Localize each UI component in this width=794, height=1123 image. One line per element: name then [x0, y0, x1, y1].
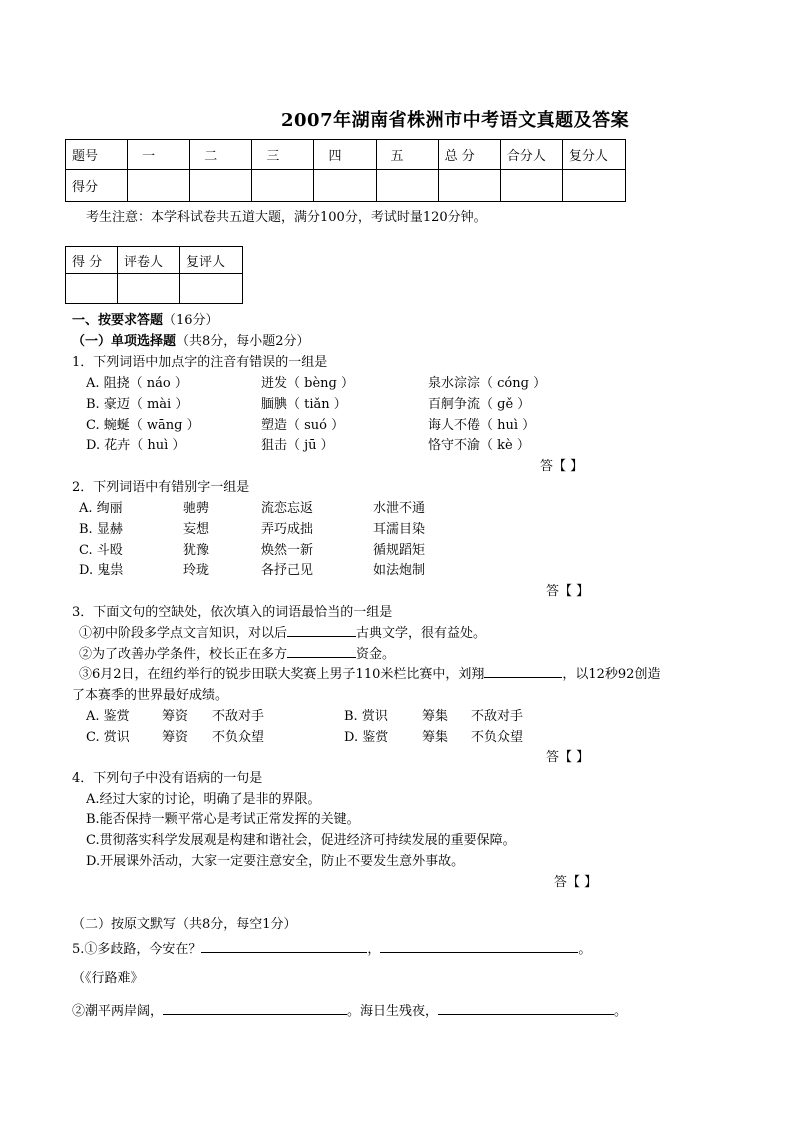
q3-sentence-2 — [79, 643, 395, 662]
score-input-cell[interactable] — [252, 170, 314, 202]
q2-option: 妄想 — [183, 522, 210, 537]
q2-option: 循规蹈矩 — [373, 543, 426, 558]
q2-option: 驰骋 — [183, 501, 210, 516]
score-header-cell: 五 — [376, 140, 438, 170]
grader-header-cell: 得 分 — [66, 247, 118, 274]
q5-blank-2[interactable] — [380, 940, 578, 953]
q3-blank-1[interactable] — [287, 624, 356, 637]
q2-option: B. 显赫 — [79, 522, 123, 537]
q5-blank-1[interactable] — [201, 940, 367, 953]
score-table — [65, 139, 626, 202]
score-header-cell: 题号 — [66, 140, 128, 170]
q3-s1-text: ①初中阶段多学点文言知识，对以后 — [79, 626, 288, 641]
q5-line-2 — [72, 1000, 627, 1019]
q3-blank-3[interactable] — [484, 665, 562, 678]
score-header-cell: 总 分 — [438, 140, 500, 170]
q5-blank-3[interactable] — [163, 1002, 347, 1015]
q3-s3-text: ，以12秒92创造 — [562, 667, 661, 682]
q1-option: D. 花卉（ huì ） — [86, 438, 186, 453]
score-input-cell[interactable] — [128, 170, 190, 202]
q5-blank-4[interactable] — [438, 1002, 614, 1015]
q3-option: 筹资 — [162, 709, 189, 724]
q3-s3-text: ③6月2日，在纽约举行的锐步田联大奖赛上男子110米栏比赛中，刘翔 — [79, 667, 485, 682]
q3-sentence-1 — [79, 622, 486, 641]
q2-option: 玲珑 — [183, 563, 210, 578]
q5-source: （《行路难》 — [72, 971, 144, 986]
q5-text: ， — [367, 942, 381, 957]
part1-title: （一）单项选择题 — [72, 334, 177, 349]
q3-sentence-3-cont: 了本赛季的世界最好成绩。 — [72, 688, 229, 703]
section1-note: （16分） — [163, 313, 219, 328]
q1-option: 恪守不渝（ kè ） — [428, 438, 530, 453]
q1-answer-box[interactable]: 答【 】 — [540, 459, 584, 474]
grader-input-cell[interactable] — [118, 274, 180, 304]
score-header-cell: 复分人 — [562, 140, 625, 170]
q3-s1-text: 古典文学，很有益处。 — [356, 626, 487, 641]
q4-stem: 4．下列句子中没有语病的一句是 — [72, 771, 263, 786]
q3-option: 筹集 — [422, 709, 449, 724]
score-header-cell: 三 — [252, 140, 314, 170]
q3-option: 不负众望 — [212, 730, 265, 745]
q3-stem: 3．下面文句的空缺处，依次填入的词语最恰当的一组是 — [72, 605, 393, 620]
q3-option: 不敌对手 — [212, 709, 265, 724]
part1-note: （共8分，每小题2分） — [176, 334, 310, 349]
score-input-cell[interactable] — [190, 170, 252, 202]
q2-option: 犹豫 — [183, 543, 210, 558]
grader-input-cell[interactable] — [180, 274, 243, 304]
q5-line-1 — [72, 938, 591, 957]
q2-stem: 2．下列词语中有错别字一组是 — [72, 480, 250, 495]
q2-option: 耳濡目染 — [373, 522, 426, 537]
q2-option: 弄巧成拙 — [261, 522, 314, 537]
q5-text: ②潮平两岸阔， — [72, 1004, 164, 1019]
score-input-cell[interactable] — [500, 170, 562, 202]
q3-option: 不敌对手 — [471, 709, 524, 724]
section1-heading — [72, 309, 219, 328]
score-header-cell: 四 — [314, 140, 376, 170]
q3-option: C. 赏识 — [86, 730, 130, 745]
q1-stem: 1．下列词语中加点字的注音有错误的一组是 — [72, 355, 328, 370]
q2-option: D. 鬼祟 — [79, 563, 124, 578]
q3-answer-box[interactable]: 答【 】 — [546, 750, 590, 765]
q2-option: 水泄不通 — [373, 501, 426, 516]
q1-option: 腼腆（ tiǎn ） — [261, 397, 347, 412]
q1-option: A. 阻挠（ náo ） — [86, 376, 188, 391]
score-input-cell[interactable] — [438, 170, 500, 202]
score-header-cell: 合分人 — [500, 140, 562, 170]
q3-option: A. 鉴赏 — [86, 709, 130, 724]
q2-option: 流恋忘返 — [261, 501, 314, 516]
q5-text: 。 — [578, 942, 592, 957]
q1-option: 泉水淙淙（ cónɡ ） — [428, 376, 547, 391]
q2-option: C. 斗殴 — [79, 543, 123, 558]
q2-option: 如法炮制 — [373, 563, 426, 578]
exam-notice: 考生注意：本学科试卷共五道大题，满分100分，考试时量120分钟。 — [86, 210, 487, 225]
score-header-cell: 二 — [190, 140, 252, 170]
q1-option: 诲人不倦（ huì ） — [428, 418, 536, 433]
score-input-cell[interactable] — [562, 170, 625, 202]
q1-option: C. 蜿蜒（ wānɡ ） — [86, 418, 200, 433]
q2-option: 焕然一新 — [261, 543, 314, 558]
q5-text: 。海日生残夜， — [347, 1004, 439, 1019]
q1-option: 塑造（ suó ） — [261, 418, 345, 433]
q2-option: A. 绚丽 — [79, 501, 123, 516]
score-input-cell[interactable] — [314, 170, 376, 202]
score-row-label: 得分 — [66, 170, 128, 202]
part1-heading — [72, 330, 310, 349]
q3-option: 筹集 — [422, 730, 449, 745]
grader-table — [65, 246, 243, 304]
grader-header-cell: 评卷人 — [118, 247, 180, 274]
q3-option: D. 鉴赏 — [344, 730, 389, 745]
q4-option: A.经过大家的讨论，明确了是非的界限。 — [86, 792, 321, 807]
q3-option: 不负众望 — [471, 730, 524, 745]
q1-option: 狙击（ jū ） — [261, 438, 334, 453]
q3-sentence-3 — [79, 663, 660, 682]
page-title: 2007年湖南省株洲市中考语文真题及答案 — [281, 110, 630, 131]
section1-title: 一、按要求答题 — [72, 313, 164, 328]
q2-answer-box[interactable]: 答【 】 — [546, 584, 590, 599]
q1-option: B. 豪迈（ mài ） — [86, 397, 189, 412]
part2-title: （二）按原文默写（共8分，每空1分） — [72, 917, 297, 932]
score-input-cell[interactable] — [376, 170, 438, 202]
q3-option: B. 赏识 — [344, 709, 388, 724]
q5-text: 。 — [614, 1004, 628, 1019]
grader-header-cell: 复评人 — [180, 247, 243, 274]
q3-s2-text: ②为了改善办学条件，校长正在多方 — [79, 647, 288, 662]
q3-s2-text: 资金。 — [356, 647, 396, 662]
q1-option: 迸发（ bènɡ ） — [261, 376, 354, 391]
q3-blank-2[interactable] — [287, 645, 356, 658]
q3-option: 筹资 — [162, 730, 189, 745]
score-header-cell: 一 — [128, 140, 190, 170]
q4-option: D.开展课外活动，大家一定要注意安全，防止不要发生意外事故。 — [86, 854, 465, 869]
q5-text: 5.①多歧路，今安在？ — [72, 942, 202, 957]
q2-option: 各抒己见 — [261, 563, 314, 578]
grader-input-cell[interactable] — [66, 274, 118, 304]
q4-option: C.贯彻落实科学发展观是构建和谐社会，促进经济可持续发展的重要保障。 — [86, 833, 516, 848]
q1-option: 百舸争流（ ɡě ） — [428, 397, 531, 412]
q4-answer-box[interactable]: 答【 】 — [554, 875, 598, 890]
q4-option: B.能否保持一颗平常心是考试正常发挥的关键。 — [86, 812, 360, 827]
